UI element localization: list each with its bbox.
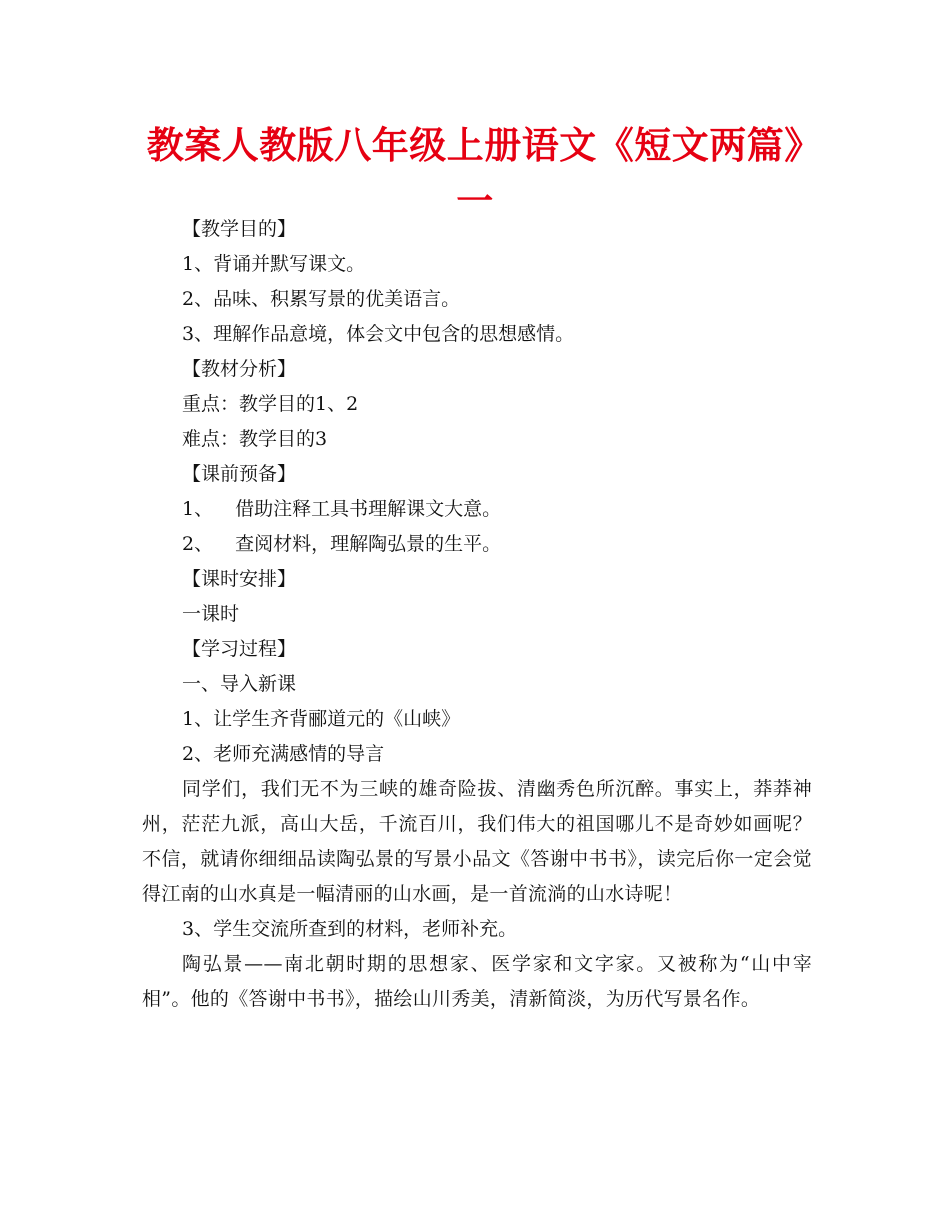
key-point: 重点：教学目的1、2	[182, 393, 359, 415]
section-heading-process: 【学习过程】	[182, 638, 297, 660]
prep-item-text: 借助注释工具书理解课文大意。	[235, 498, 502, 520]
document-body	[142, 212, 812, 1017]
prep-item	[142, 492, 812, 527]
section-heading-schedule: 【课时安排】	[182, 568, 297, 590]
process-step: 3、学生交流所查到的材料，老师补充。	[182, 918, 518, 940]
process-step: 1、让学生齐背郦道元的《山峡》	[182, 708, 461, 730]
document-title: 教案人教版八年级上册语文《短文两篇》一	[146, 124, 804, 223]
prep-item	[142, 527, 812, 562]
objective-item: 1、背诵并默写课文。	[182, 253, 366, 275]
section-heading-preparation: 【课前预备】	[182, 463, 297, 485]
intro-paragraph: 同学们，我们无不为三峡的雄奇险拔、清幽秀色所沉醉。事实上，莽莽神州，茫茫九派，高山大岳，千流百川，我们伟大的祖国哪儿不是奇妙如画呢？不信，就请你细细品读陶弘景的写景小品文《答谢中书书》，读完后你一定会觉得江南的山水真是一幅清丽的山水画，是一首流淌的山水诗呢！	[142, 778, 812, 905]
objective-item: 2、品味、积累写景的优美语言。	[182, 288, 461, 310]
prep-item-number: 1、	[182, 498, 214, 520]
difficult-point: 难点：教学目的3	[182, 428, 328, 450]
schedule-value: 一课时	[182, 603, 240, 625]
author-paragraph: 陶弘景——南北朝时期的思想家、医学家和文字家。又被称为“山中宰相”。他的《答谢中书书》，描绘山川秀美，清新简淡，为历代写景名作。	[142, 953, 812, 1010]
objective-item: 3、理解作品意境，体会文中包含的思想感情。	[182, 323, 575, 345]
process-step: 2、老师充满感情的导言	[182, 743, 385, 765]
prep-item-text: 查阅材料，理解陶弘景的生平。	[235, 533, 502, 555]
section-heading-analysis: 【教材分析】	[182, 358, 297, 380]
prep-item-number: 2、	[182, 533, 214, 555]
process-step-heading: 一、导入新课	[182, 673, 297, 695]
section-heading-objectives: 【教学目的】	[182, 218, 297, 240]
